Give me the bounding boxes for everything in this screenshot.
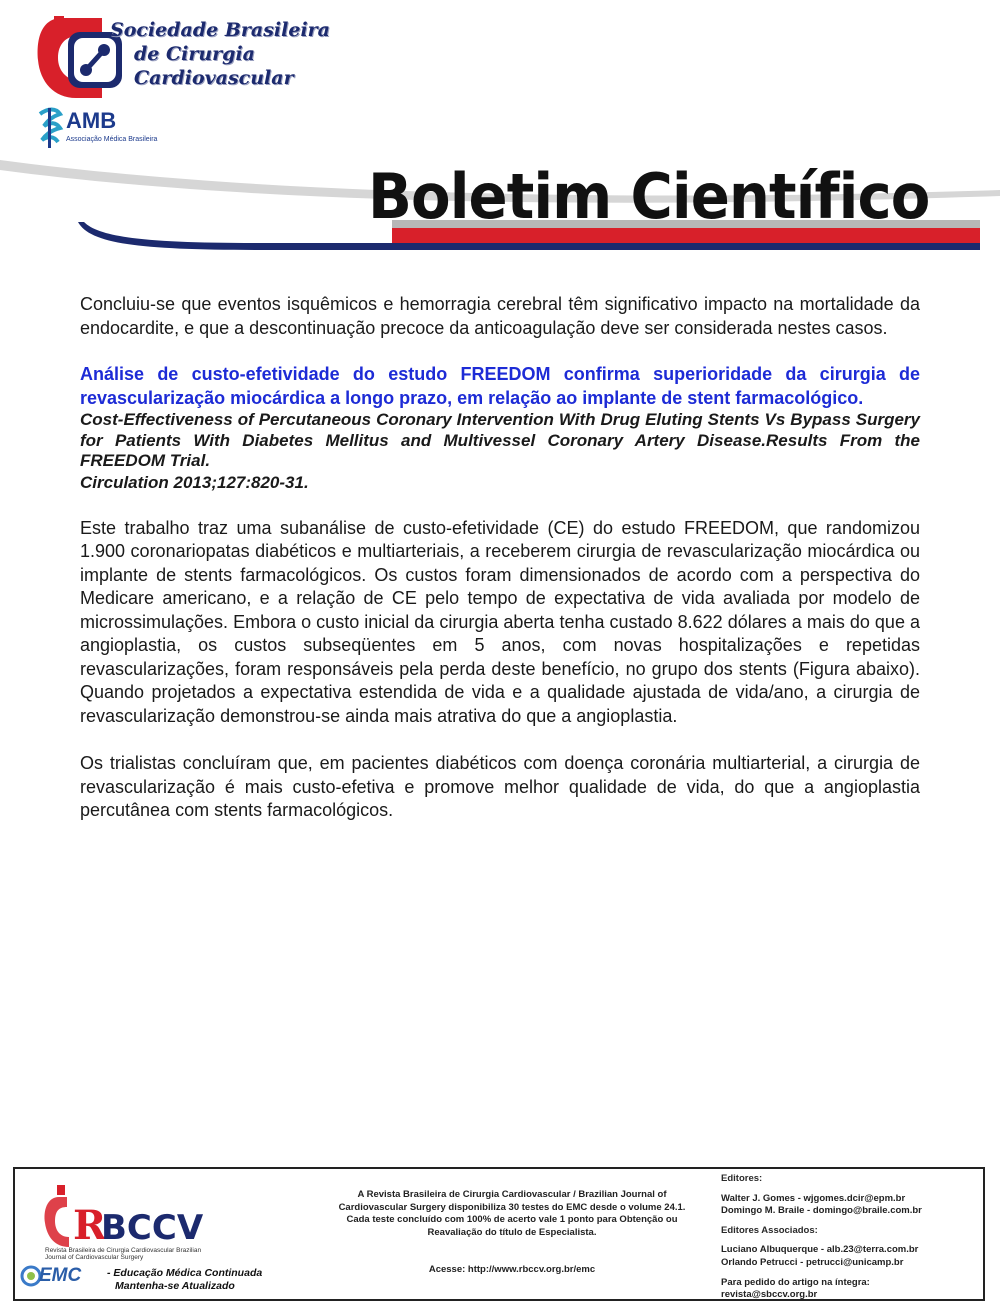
editors-block [721, 1173, 983, 1302]
body-paragraph-1: Este trabalho traz uma subanálise de custo-efetividade (CE) do estudo FREEDOM, que randomizou 1.900 coronariopatas diabéticos e multiarteriais, a receberem cirurgia de revascularização miocárdica ou implante de stents farmacológicos. Os custos foram dimensionados de acordo com a perspectiva do Medicare americano, e a relação de CE pelo tempo de expectativa de vida avaliada por modelo de microssimulações. Embora o custo inicial da cirurgia aberta tenha custado 8.622 dólares a mais do que a angioplastia, os custos subseqüentes em 5 anos, com novas hospitalizações e repetidas revascularizações, foram responsáveis pela perda deste benefício, no grupo dos stents (Figura abaixo). Quando projetados a expectativa estendida de vida e a qualidade ajustada de vida/ano, a cirurgia de revascularização demonstrou-se ainda mais atrativa do que a angioplastia. [80, 517, 920, 726]
page-footer [13, 1167, 985, 1301]
journal-reference: Circulation 2013;127:820-31. [80, 472, 309, 492]
article-request-email[interactable]: revista@sbccv.org.br [721, 1289, 818, 1301]
assoc-editor-orlando [721, 1257, 983, 1270]
svg-text:R: R [73, 1202, 107, 1249]
amb-subtitle: Associação Médica Brasileira [66, 136, 158, 143]
editor-walter [721, 1193, 983, 1206]
society-line-1: Sociedade Brasileira [110, 19, 330, 41]
article-request-heading: Para pedido do artigo na íntegra: [721, 1276, 870, 1288]
assoc-orlando-name: Orlando Petrucci - [721, 1256, 806, 1268]
editor-domingo-name: Domingo M. Braile - [721, 1205, 813, 1217]
associate-editors-heading: Editores Associados: [721, 1224, 818, 1236]
rbccv-subtitle: Revista Brasileira de Cirurgia Cardiovascular Brazilian Journal of Cardiovascular Surgery [45, 1247, 202, 1261]
amb-name: AMB [66, 108, 117, 133]
assoc-luciano-name: Luciano Albuquerque - [721, 1244, 827, 1256]
editor-walter-email[interactable]: wjgomes.dcir@epm.br [803, 1192, 906, 1204]
editors-heading: Editores: [721, 1173, 763, 1184]
society-name [110, 18, 330, 90]
emc-description [107, 1267, 262, 1293]
article-headline: Análise de custo-efetividade do estudo FREEDOM confirma superioridade da cirurgia de revascularização miocárdica a longo prazo, em relação ao implante de stent farmacológico. [80, 364, 920, 408]
rbccv-wordmark: BCCV [101, 1208, 204, 1248]
emc-desc-line-1: - Educação Médica Continuada [107, 1267, 263, 1279]
page-header [0, 0, 1000, 260]
intro-paragraph: Concluiu-se que eventos isquêmicos e hemorragia cerebral têm significativo impacto na mortalidade da endocardite, e que a descontinuação precoce da anticoagulação deve ser considerada nestes casos. [80, 294, 920, 338]
emc-info-text: A Revista Brasileira de Cirurgia Cardiovascular / Brazilian Journal of Cardiovascular Surgery disponibiliza 30 testes do EMC desde o volume 24.1. Cada teste concluído com 100% de acerto vale 1 ponto para Obtenção ou Reavaliação do título de Especialista. [338, 1189, 686, 1238]
article-citation: Cost-Effectiveness of Percutaneous Coronary Intervention With Drug Eluting Stents Vs Bypass Surgery for Patients With Diabetes Mellitus and Multivessel Coronary Artery Disease.Results From the FREEDOM Trial. [80, 410, 920, 470]
emc-access-link[interactable]: Acesse: http://www.rbccv.org.br/emc [428, 1264, 596, 1275]
society-line-3: Cardiovascular [134, 67, 294, 89]
editor-domingo-email[interactable]: domingo@braile.com.br [812, 1205, 922, 1217]
emc-desc-line-2: Mantenha-se Atualizado [115, 1280, 235, 1292]
assoc-orlando-email[interactable]: petrucci@unicamp.br [806, 1256, 904, 1268]
article-body [80, 293, 920, 823]
emc-wordmark: EMC [39, 1265, 82, 1286]
bulletin-title: Boletim Científico [368, 160, 930, 233]
society-line-2: de Cirurgia [134, 43, 255, 65]
editor-walter-name: Walter J. Gomes - [721, 1192, 804, 1204]
assoc-editor-luciano [721, 1244, 983, 1257]
assoc-luciano-email[interactable]: alb.23@terra.com.br [826, 1244, 919, 1256]
body-paragraph-2: Os trialistas concluíram que, em pacientes diabéticos com doença coronária multiarterial, a cirurgia de revascularização é mais custo-efetiva e promove melhor qualidade de vida, do que a angioplastia percutânea com stents farmacológicos. [80, 753, 920, 820]
editor-domingo [721, 1205, 983, 1218]
